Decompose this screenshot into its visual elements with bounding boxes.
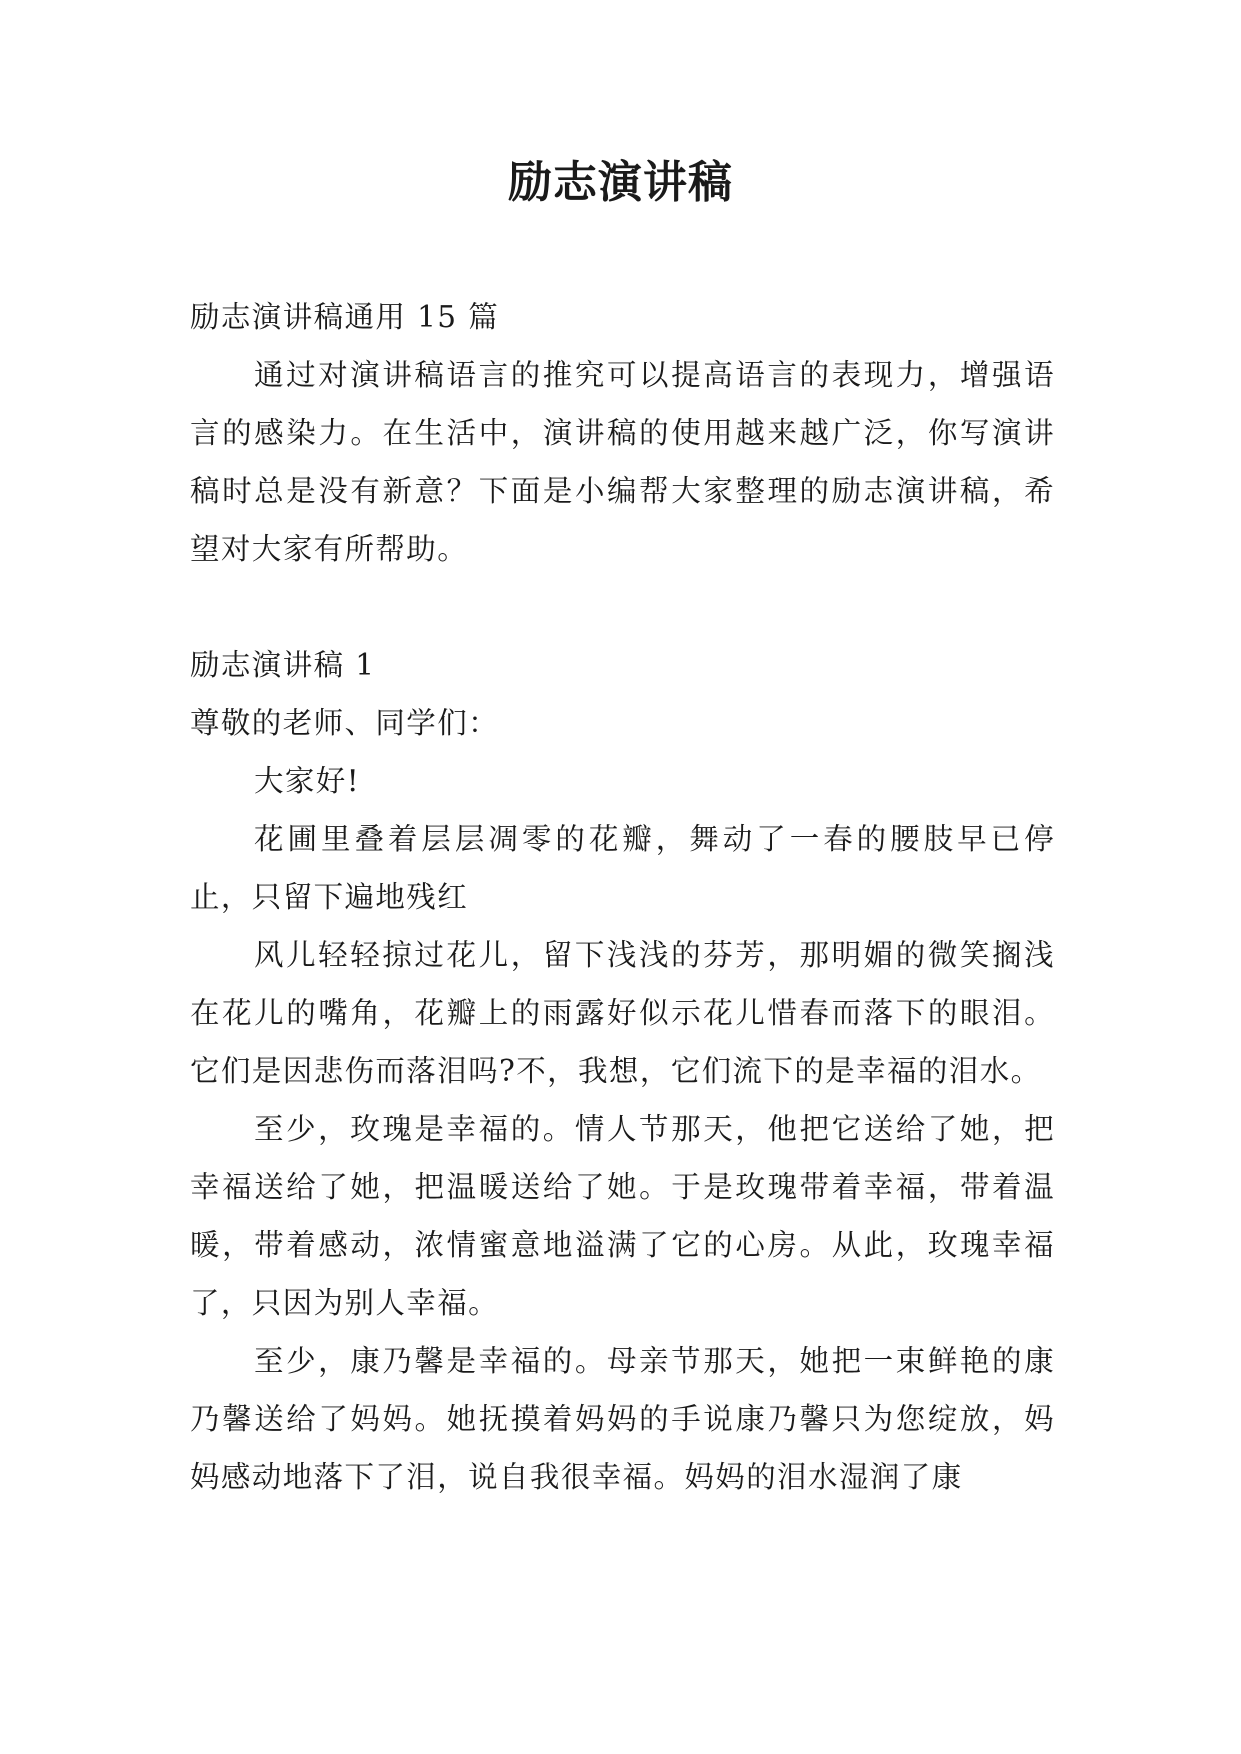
body-paragraph: 花圃里叠着层层凋零的花瓣，舞动了一春的腰肢早已停止，只留下遍地残红 [190, 822, 1055, 914]
document-title: 励志演讲稿 [508, 157, 733, 208]
document-body [190, 288, 1055, 1506]
salutation: 尊敬的老师、同学们： [190, 706, 500, 740]
subtitle: 励志演讲稿通用 15 篇 [190, 300, 500, 334]
intro-paragraph: 通过对演讲稿语言的推究可以提高语言的表现力，增强语言的感染力。在生活中，演讲稿的使用越来越广泛，你写演讲稿时总是没有新意？下面是小编帮大家整理的励志演讲稿，希望对大家有所帮助。 [190, 358, 1055, 566]
section-heading: 励志演讲稿 1 [190, 648, 376, 682]
body-paragraph: 风儿轻轻掠过花儿，留下浅浅的芬芳，那明媚的微笑搁浅在花儿的嘴角，花瓣上的雨露好似示花儿惜春而落下的眼泪。它们是因悲伤而落泪吗?不，我想，它们流下的是幸福的泪水。 [190, 938, 1055, 1088]
body-paragraph: 至少，玫瑰是幸福的。情人节那天，他把它送给了她，把幸福送给了她，把温暖送给了她。于是玫瑰带着幸福，带着温暖，带着感动，浓情蜜意地溢满了它的心房。从此，玫瑰幸福了，只因为别人幸福。 [190, 1112, 1055, 1320]
body-paragraph: 至少，康乃馨是幸福的。母亲节那天，她把一束鲜艳的康乃馨送给了妈妈。她抚摸着妈妈的手说康乃馨只为您绽放，妈妈感动地落下了泪，说自我很幸福。妈妈的泪水湿润了康 [190, 1344, 1055, 1494]
section-spacer [190, 578, 1055, 636]
greeting: 大家好! [254, 764, 360, 798]
